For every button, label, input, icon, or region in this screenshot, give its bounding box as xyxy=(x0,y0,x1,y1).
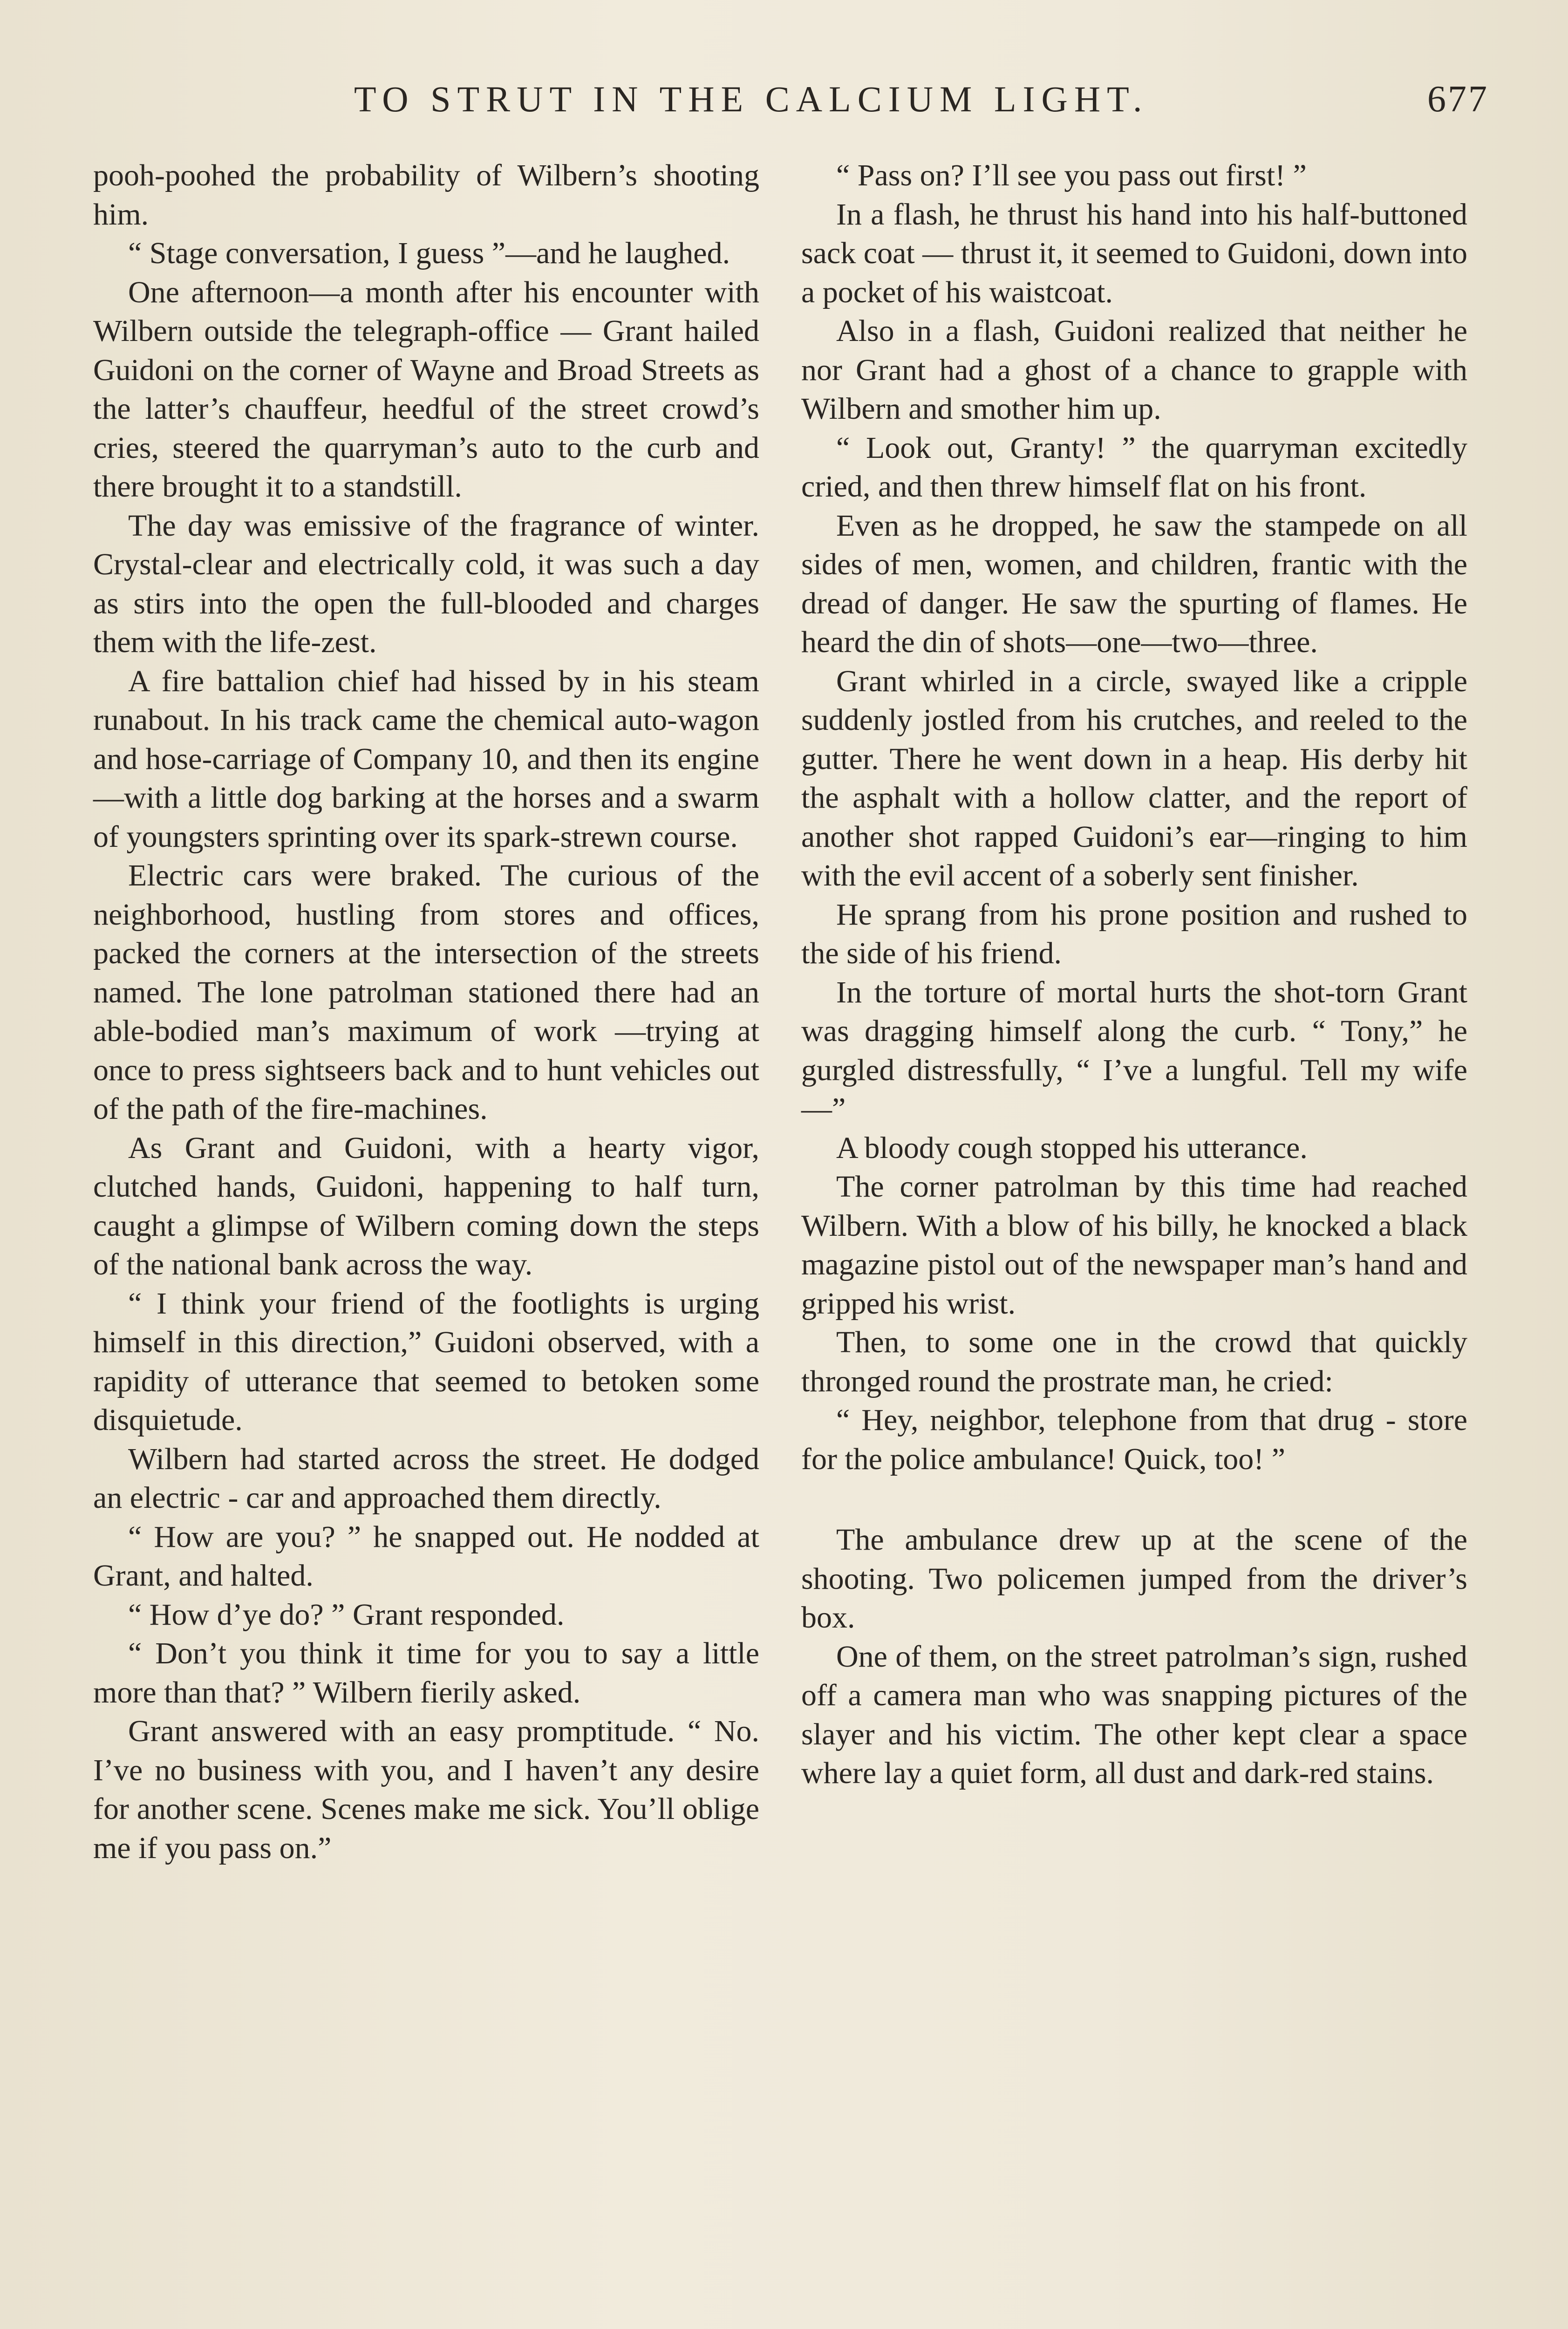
paragraph: In the torture of mortal hurts the shot-torn Grant was dragging himself along the curb. “ Tony,” he gurgled distressfully, “ I’ve a lungful. Tell my wife—” xyxy=(801,975,1467,1126)
paragraph: “ Look out, Granty! ” the quarryman excitedly cried, and then threw himself flat on his front. xyxy=(801,430,1467,504)
paragraph: Wilbern had started across the street. He dodged an electric - car and approached them directly. xyxy=(93,1442,759,1515)
paragraph: pooh-poohed the probability of Wilbern’s shooting him. xyxy=(93,158,759,232)
paragraph: Grant whirled in a circle, swayed like a cripple suddenly jostled from his crutches, and reeled to the gutter. There he went down in a heap. His derby hit the asphalt with a hollow clatter, and the report of another shot rapped Guidoni’s ear—ringing to him with the evil accent of a soberly sent finisher. xyxy=(801,664,1467,892)
paragraph: “ How d’ye do? ” Grant responded. xyxy=(128,1597,565,1632)
running-title: TO STRUT IN THE CALCIUM LIGHT. xyxy=(354,79,1149,119)
paragraph: He sprang from his prone position and rushed to the side of his friend. xyxy=(801,897,1467,970)
paragraph: The day was emissive of the fragrance of winter. Crystal-clear and electrically cold, it was such a day as stirs into the open the full-blooded and charges them with the life-zest. xyxy=(93,508,759,659)
paragraph: “ How are you? ” he snapped out. He nodded at Grant, and halted. xyxy=(93,1519,759,1593)
paragraph: One of them, on the street patrolman’s sign, rushed off a camera man who was snapping pictures of the slayer and his victim. The other kept clear a space where lay a quiet form, all dust and dark-red stains. xyxy=(801,1639,1467,1790)
paragraph: “ Stage conversation, I guess ”—and he laughed. xyxy=(128,236,730,270)
paragraph: Then, to some one in the crowd that quickly thronged round the prostrate man, he cried: xyxy=(801,1325,1467,1398)
section-break xyxy=(801,1478,1467,1520)
paragraph: A bloody cough stopped his utterance. xyxy=(836,1130,1308,1165)
paragraph: “ Don’t you think it time for you to say a little more than that? ” Wilbern fierily asked. xyxy=(93,1636,759,1709)
right-column xyxy=(801,156,1467,1793)
paragraph: Even as he dropped, he saw the stampede on all sides of men, women, and children, frantic with the dread of danger. He saw the spurting of flames. He heard the din of shots—one—two—three. xyxy=(801,508,1467,659)
paragraph: Also in a flash, Guidoni realized that neither he nor Grant had a ghost of a chance to grapple with Wilbern and smother him up. xyxy=(801,314,1467,426)
paragraph: Grant answered with an easy promptitude. “ No. I’ve no business with you, and I haven’t any desire for another scene. Scenes make me sick. You’ll oblige me if you pass on.” xyxy=(93,1714,759,1865)
paragraph: One afternoon—a month after his encounter with Wilbern outside the telegraph-office — Grant hailed Guidoni on the corner of Wayne and Broad Streets as the latter’s chauffeur, heedful of the street crowd’s cries, steered the quarryman’s auto to the curb and there brought it to a standstill. xyxy=(93,275,759,504)
page-number: 677 xyxy=(1427,79,1489,120)
left-column xyxy=(93,156,759,1867)
paragraph: The corner patrolman by this time had reached Wilbern. With a blow of his billy, he knocked a black magazine pistol out of the newspaper man’s hand and gripped his wrist. xyxy=(801,1170,1467,1321)
paragraph: “ I think your friend of the footlights is urging himself in this direction,” Guidoni observed, with a rapidity of utterance that seemed to betoken some disquietude. xyxy=(93,1286,759,1437)
paragraph: As Grant and Guidoni, with a hearty vigor, clutched hands, Guidoni, happening to half turn, caught a glimpse of Wilbern coming down the steps of the national bank across the way. xyxy=(93,1130,759,1281)
paragraph: The ambulance drew up at the scene of the shooting. Two policemen jumped from the driver’s box. xyxy=(801,1523,1467,1634)
paragraph: A fire battalion chief had hissed by in his steam runabout. In his track came the chemical auto-wagon and hose-carriage of Company 10, and then its engine—with a little dog barking at the horses and a swarm of youngsters sprinting over its spark-strewn course. xyxy=(93,664,759,854)
running-header xyxy=(93,78,1489,129)
paragraph: In a flash, he thrust his hand into his half-buttoned sack coat — thrust it, it seemed to Guidoni, down into a pocket of his waistcoat. xyxy=(801,197,1467,309)
paragraph: “ Hey, neighbor, telephone from that drug - store for the police ambulance! Quick, too! ” xyxy=(801,1403,1467,1476)
paragraph: “ Pass on? I’ll see you pass out first! ” xyxy=(836,158,1307,192)
paragraph: Electric cars were braked. The curious of the neighborhood, hustling from stores and offices, packed the corners at the intersection of the streets named. The lone patrolman stationed there had an able-bodied man’s maximum of work —trying at once to press sightseers back and to hunt vehicles out of the path of the fire-machines. xyxy=(93,858,759,1126)
